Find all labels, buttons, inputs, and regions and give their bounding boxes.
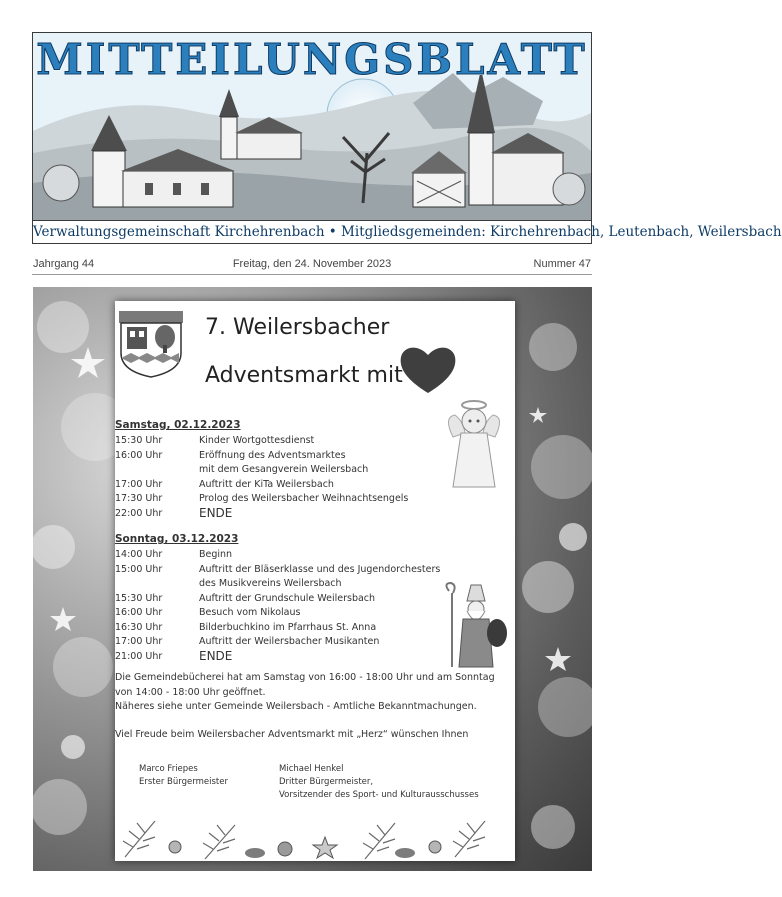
issue-date: Freitag, den 24. November 2023 [232, 258, 392, 270]
program-desc: Beginn [199, 549, 233, 560]
publication-title: MITTEILUNGSBLATT [36, 35, 588, 84]
program-row [115, 648, 455, 666]
signatory-name: Michael Henkel [279, 764, 344, 774]
issue-number: Nummer 47 [533, 258, 591, 270]
signatory-role-extra: Vorsitzender des Sport- und Kulturausschusses [279, 790, 479, 800]
program-row [115, 622, 455, 637]
program-time: 15:00 Uhr [115, 563, 163, 575]
publication-subtitle: Verwaltungsgemeinschaft Kirchehrenbach • Mitgliedsgemeinden: Kirchehrenbach, Leutenbach, Weilersbach [33, 220, 591, 243]
program-row [115, 549, 455, 564]
signatory-role: Erster Bürgermeister [139, 777, 228, 787]
program-desc: ENDE [199, 505, 233, 520]
pine-garland-decoration [115, 807, 515, 861]
program-row [115, 564, 455, 579]
program-saturday [115, 435, 455, 522]
program-desc: des Musikvereins Weilersbach [199, 578, 342, 589]
masthead [32, 32, 782, 244]
program-row [115, 450, 455, 465]
program-row [115, 607, 455, 622]
signatory-name: Marco Friepes [139, 764, 198, 774]
program-row [115, 479, 455, 494]
heart-icon [397, 343, 459, 395]
program-time: 17:00 Uhr [115, 636, 163, 647]
issue-line [32, 256, 592, 274]
flyer-title-line2: Adventsmarkt mit [205, 363, 403, 388]
program-time: 17:00 Uhr [115, 478, 163, 490]
adventsmarkt-flyer [33, 287, 592, 871]
program-row [115, 505, 455, 523]
program-row [115, 493, 455, 508]
signatory-role: Dritter Bürgermeister, [279, 777, 374, 787]
program-row [115, 464, 455, 479]
flyer-title-line1: 7. Weilersbacher [205, 315, 390, 340]
issue-volume: Jahrgang 44 [33, 258, 95, 270]
program-time: 22:00 Uhr [115, 507, 163, 519]
program-desc: Prolog des Weilersbacher Weihnachtsengels [199, 493, 409, 504]
program-desc: Auftritt der KiTa Weilersbach [199, 478, 334, 490]
program-desc: Besuch vom Nikolaus [199, 607, 301, 618]
day-heading-sunday: Sonntag, 03.12.2023 [115, 533, 239, 545]
library-note-reference: Näheres siehe unter Gemeinde Weilersbach - Amtliche Bekanntmachungen. [115, 701, 477, 712]
program-time: 15:30 Uhr [115, 435, 163, 446]
program-time: 16:00 Uhr [115, 607, 163, 618]
signatory-2 [279, 763, 479, 802]
program-desc: Kinder Wortgottesdienst [199, 435, 315, 446]
issue-divider [32, 274, 592, 275]
program-row [115, 578, 455, 593]
program-desc: Bilderbuchkino im Pfarrhaus St. Anna [199, 621, 377, 633]
program-time: 14:00 Uhr [115, 549, 163, 560]
program-time: 16:00 Uhr [115, 449, 163, 461]
program-desc: Auftritt der Grundschule Weilersbach [199, 592, 376, 604]
program-desc: mit dem Gesangverein Weilersbach [199, 464, 369, 475]
program-row [115, 636, 455, 651]
coat-of-arms-icon [117, 309, 185, 379]
library-notes [115, 671, 510, 715]
program-desc: Auftritt der Weilersbacher Musikanten [199, 636, 380, 647]
program-sunday [115, 549, 455, 665]
program-row [115, 593, 455, 608]
nikolaus-icon [443, 581, 509, 671]
program-time: 15:30 Uhr [115, 592, 163, 604]
signatory-1 [139, 763, 228, 789]
program-row [115, 435, 455, 450]
flyer-paper [115, 301, 515, 861]
day-heading-saturday: Samstag, 02.12.2023 [115, 419, 241, 431]
program-desc: ENDE [199, 648, 233, 663]
program-time: 16:30 Uhr [115, 621, 163, 633]
program-time: 17:30 Uhr [115, 493, 163, 504]
program-desc: Eröffnung des Adventsmarktes [199, 449, 346, 461]
program-desc: Auftritt der Bläserklasse und des Jugendorchesters [199, 563, 441, 575]
library-note-opening: Die Gemeindebücherei hat am Samstag von 16:00 - 18:00 Uhr und am Sonntag von 14:00 - 18:00 Uhr geöffnet. [115, 672, 495, 698]
program-time: 21:00 Uhr [115, 650, 163, 662]
greeting: Viel Freude beim Weilersbacher Adventsmarkt mit „Herz“ wünschen Ihnen [115, 729, 469, 740]
